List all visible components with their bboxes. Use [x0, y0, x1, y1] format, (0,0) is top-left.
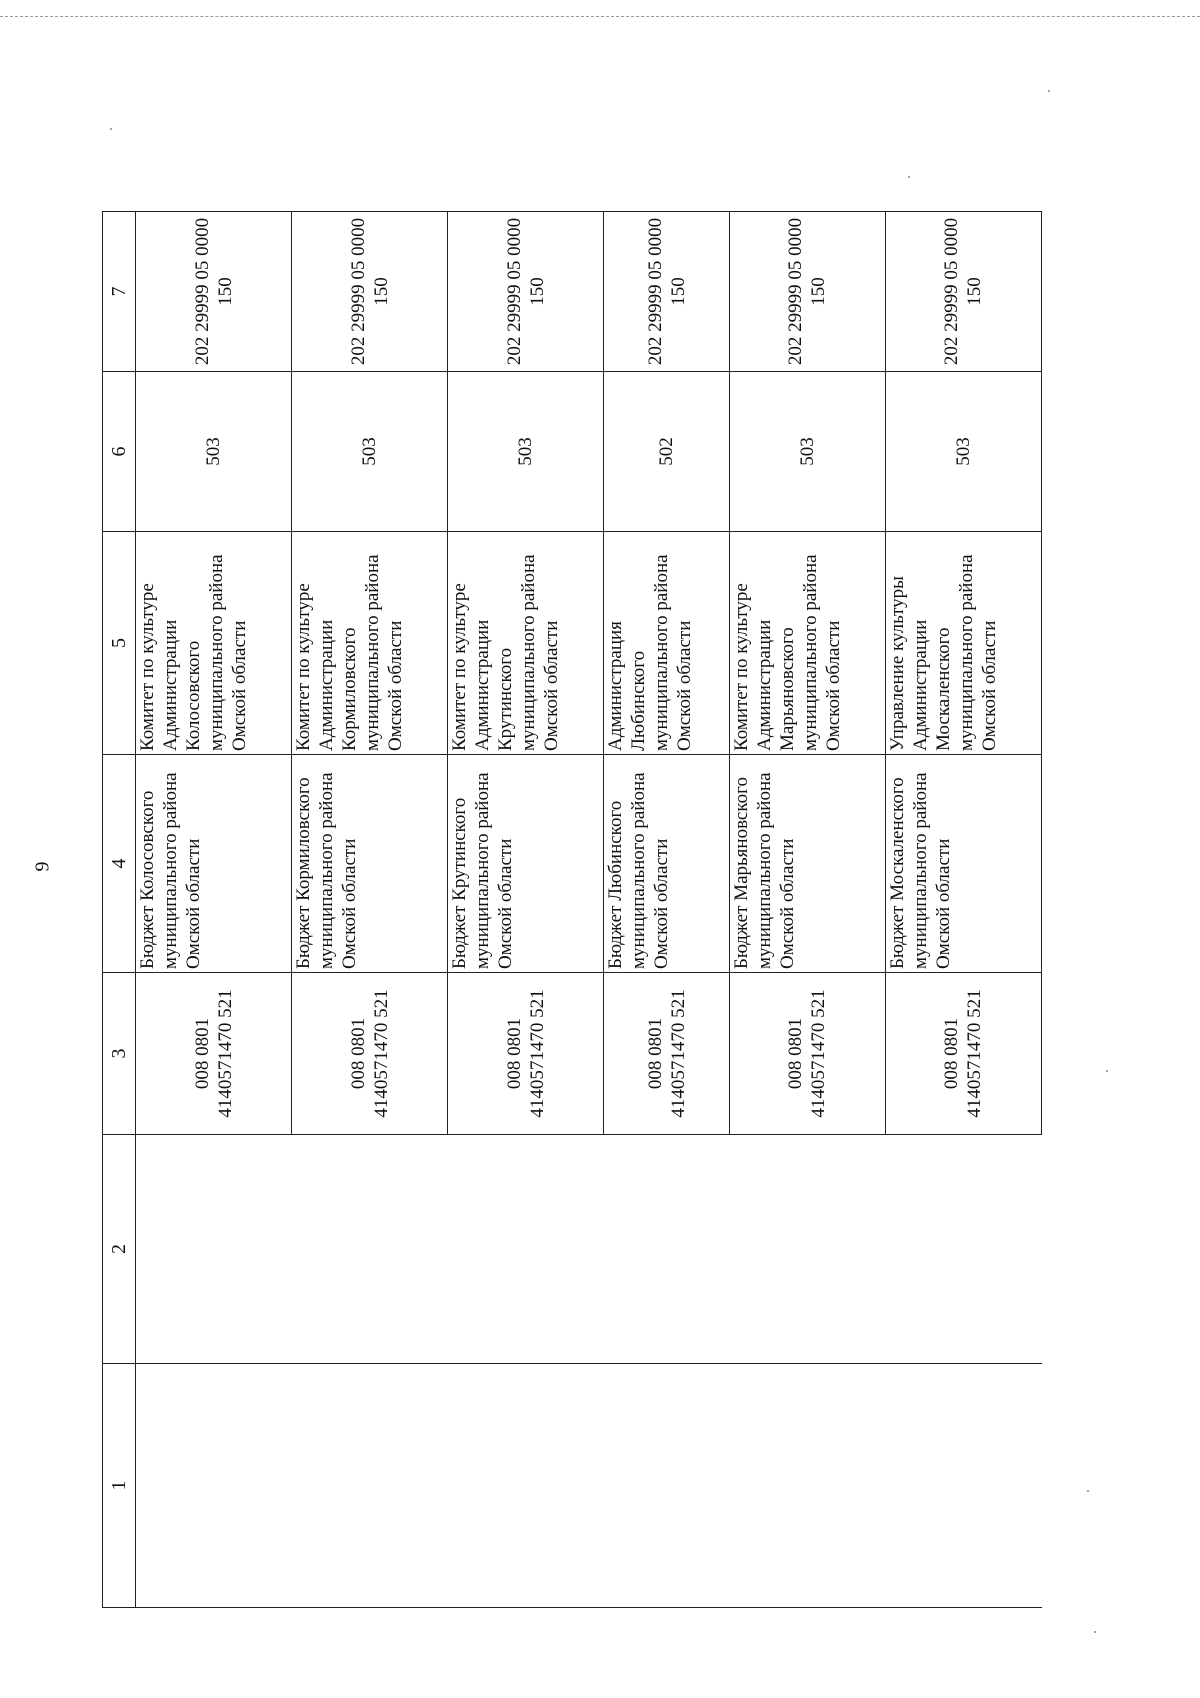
- code-cell: 503: [292, 372, 448, 532]
- empty-cell-col1: [136, 1364, 1042, 1608]
- classification-code-line1: 008 0801: [503, 1017, 525, 1090]
- classification-code-line2: 4140571470 521: [370, 989, 392, 1118]
- scan-speck: [1106, 1070, 1108, 1072]
- classification-code-line2: 4140571470 521: [526, 989, 548, 1118]
- administrator-cell: Управление культуры Администрации Москаленского муниципального района Омской области: [885, 532, 1041, 755]
- column-number: 3: [103, 973, 136, 1135]
- budget-table: [102, 211, 1042, 1608]
- code-cell: 502: [604, 372, 729, 532]
- classification-code-cell: [292, 973, 448, 1135]
- income-code-cell: 202 29999 05 0000 150: [292, 212, 448, 372]
- classification-code-line2: 4140571470 521: [964, 989, 986, 1118]
- income-code-cell: 202 29999 05 0000 150: [448, 212, 604, 372]
- column-number: 4: [103, 755, 136, 973]
- column-number: 2: [103, 1135, 136, 1364]
- classification-code-cell: [448, 973, 604, 1135]
- classification-code-cell: [604, 973, 729, 1135]
- code-cell: 503: [136, 372, 292, 532]
- administrator-cell: Комитет по культуре Администрации Кормиловского муниципального района Омской области: [292, 532, 448, 755]
- administrator-cell: Комитет по культуре Администрации Колосовского муниципального района Омской области: [136, 532, 292, 755]
- classification-code-line1: 008 0801: [644, 1017, 666, 1090]
- classification-code-line2: 4140571470 521: [808, 989, 830, 1118]
- scan-speck: [908, 176, 910, 178]
- classification-code-cell: [729, 973, 885, 1135]
- table-row: [136, 212, 292, 1608]
- classification-code-line1: 008 0801: [191, 1017, 213, 1090]
- budget-cell: Бюджет Колосовского муниципального района Омской области: [136, 755, 292, 973]
- column-number-row: [103, 212, 136, 1608]
- administrator-cell: Администрация Любинского муниципального района Омской области: [604, 532, 729, 755]
- scan-speck: [1094, 1631, 1096, 1633]
- column-number: 6: [103, 372, 136, 532]
- empty-cell-col2: [136, 1135, 1042, 1364]
- classification-code-line1: 008 0801: [347, 1017, 369, 1090]
- budget-cell: Бюджет Марьяновского муниципального района Омской области: [729, 755, 885, 973]
- classification-code-line2: 4140571470 521: [667, 989, 689, 1118]
- administrator-cell: Комитет по культуре Администрации Марьяновского муниципального района Омской области: [729, 532, 885, 755]
- budget-cell: Бюджет Любинского муниципального района Омской области: [604, 755, 729, 973]
- income-code-cell: 202 29999 05 0000 150: [729, 212, 885, 372]
- scan-speck: [1048, 90, 1050, 92]
- code-cell: 503: [448, 372, 604, 532]
- rotated-table-container: [102, 212, 1042, 1608]
- income-code-cell: 202 29999 05 0000 150: [604, 212, 729, 372]
- classification-code-line1: 008 0801: [785, 1017, 807, 1090]
- classification-code-cell: [136, 973, 292, 1135]
- administrator-cell: Комитет по культуре Администрации Крутинского муниципального района Омской области: [448, 532, 604, 755]
- code-cell: 503: [729, 372, 885, 532]
- code-cell: 503: [885, 372, 1041, 532]
- budget-cell: Бюджет Кормиловского муниципального района Омской области: [292, 755, 448, 973]
- classification-code-line1: 008 0801: [941, 1017, 963, 1090]
- budget-cell: Бюджет Москаленского муниципального района Омской области: [885, 755, 1041, 973]
- budget-cell: Бюджет Крутинского муниципального района Омской области: [448, 755, 604, 973]
- classification-code-line2: 4140571470 521: [214, 989, 236, 1118]
- page-number: 9: [31, 861, 54, 872]
- income-code-cell: 202 29999 05 0000 150: [136, 212, 292, 372]
- classification-code-cell: [885, 973, 1041, 1135]
- scan-speck: [1087, 1490, 1089, 1492]
- scan-edge-line: [0, 16, 1200, 17]
- scan-speck: [110, 128, 112, 130]
- column-number: 1: [103, 1364, 136, 1608]
- column-number: 5: [103, 532, 136, 755]
- income-code-cell: 202 29999 05 0000 150: [885, 212, 1041, 372]
- column-number: 7: [103, 212, 136, 372]
